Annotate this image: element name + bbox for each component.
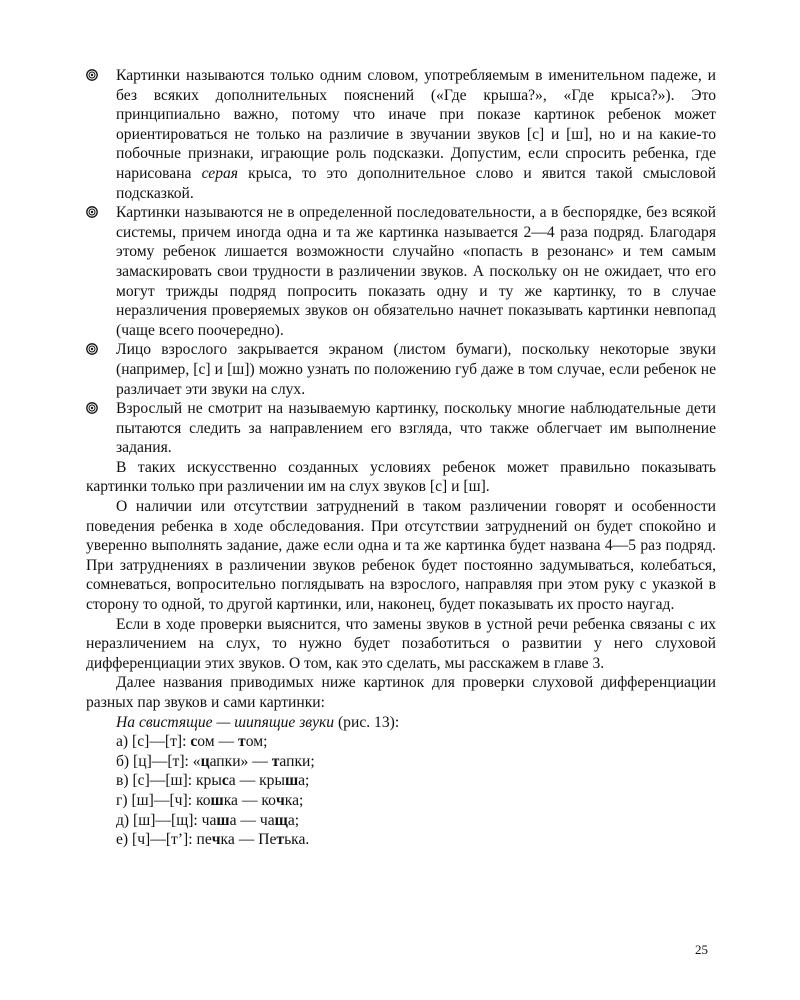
page-number: 25: [695, 942, 708, 957]
bullet-item-4: [86, 399, 716, 458]
pair-label: е) [ч]—[т’]:: [116, 831, 197, 849]
word-part: пе: [196, 831, 212, 849]
bullet-text: Взрослый не смотрит на называемую картинку, поскольку многие наблюдательные дети пытаются следить за направлением его взгляда, что также облегчает им выполнение задания.: [116, 400, 716, 457]
word-dash: —: [248, 752, 272, 770]
word-part: ко: [195, 791, 211, 809]
word-part: ка: [220, 831, 235, 849]
word-part: а: [229, 811, 237, 829]
pair-label: в) [с]—[ш]:: [116, 772, 196, 790]
pair-label: г) [ш]—[ч]:: [116, 791, 196, 809]
section-heading-italic: На свистящие — шипящие звуки: [116, 713, 335, 731]
word-dash: —: [236, 811, 260, 829]
bullet-icon: [86, 69, 98, 81]
paragraph: О наличии или отсутствии затруднений в таком различении говорят и особенности поведения ребенка в ходе обследования. При отсутствии затруднений он будет спокойно и уверенно выполнять задание, даже если одна и та же картинка будет названа 4—5 раз подряд. При затруднениях в различении звуков ребенок будет постоянно задумываться, колебаться, сомневаться, вопросительно поглядывать на взрослого, направляя при этом руку с указкой в сторону то одной, то другой картинки, или, наконец, будет показывать их просто наугад.: [86, 498, 716, 614]
emphasis-word: серая: [201, 164, 239, 182]
pair-label: а) [с]—[т]:: [116, 733, 191, 751]
word-part: а: [228, 772, 236, 790]
word-sound: ш: [216, 811, 230, 829]
word-sound: ш: [210, 791, 224, 809]
bullet-icon: [86, 343, 98, 355]
pair-label: б) [ц]—[т]:: [116, 752, 193, 770]
bullet-item-3: [86, 340, 716, 399]
word-part: а;: [298, 772, 310, 790]
word-sound: ч: [275, 791, 285, 809]
section-heading: [86, 713, 716, 733]
bullet-icon: [86, 402, 98, 414]
word-sound: т: [276, 831, 285, 849]
word-sound: щ: [274, 811, 288, 829]
list-item: [116, 752, 716, 772]
word-part: апки»: [209, 752, 249, 770]
word-part: ька.: [284, 831, 310, 849]
bullet-item-1: [86, 66, 716, 203]
word-part: ко: [261, 791, 276, 809]
word-dash: —: [234, 831, 259, 849]
list-item: [116, 830, 716, 850]
word-part: кры: [195, 772, 222, 790]
word-sound: с: [221, 772, 229, 790]
bullet-item-2: [86, 203, 716, 340]
word-part: ча: [259, 811, 275, 829]
word-pair-list: [86, 732, 716, 850]
bullet-icon: [86, 206, 98, 218]
bullet-text: Картинки называются не в определенной последовательности, а в беспорядке, без всякой системы, причем иногда одна и та же картинка называется 2—4 раза подряд. Благодаря этому ребенок лишается возможности случайно «попасть в резонанс» и тем самым замаскировать свои трудности в различении звуков. А поскольку он не ожидает, что его могут трижды подряд попросить показать одну и ту же картинку, то в случае неразличения проверяемых звуков он обязательно начнет показывать картинки невпопад (чаще всего поочередно).: [116, 204, 716, 339]
word-part: кры: [259, 772, 285, 790]
bullet-text: Картинки называются только одним словом, употребляемым в именительном падеже, и без всяких дополнительных пояснений («Где крыша?», «Где крыса?»). Это принципиально важно, потому что иначе при показе картинок ребенок может ориентироваться не только на различие в звучании звуков [с] и [ш], но и на какие-то побочные признаки, играющие роль подсказки. Допустим, если спросить ребенка, где нарисована: [116, 67, 716, 182]
word-sound: с: [190, 733, 198, 751]
word-sound: ч: [211, 831, 221, 849]
word-sound: ш: [284, 772, 299, 790]
word-dash: —: [235, 772, 260, 790]
paragraph: В таких искусственно созданных условиях ребенок может правильно показывать картинки только при различении им на слух звуков [с] и [ш].: [86, 458, 716, 496]
section-heading-ref: (рис. 13):: [334, 713, 400, 731]
word-part: ом;: [245, 733, 268, 751]
list-item: [116, 732, 716, 752]
pair-label: д) [ш]—[щ]:: [116, 811, 202, 829]
word-part: «: [192, 752, 201, 770]
bullet-text: крыса, то это дополнительное слово и явится такой смысловой подсказкой.: [116, 164, 716, 202]
word-dash: —: [214, 733, 239, 751]
word-sound: т: [271, 752, 280, 770]
word-part: ка: [223, 791, 238, 809]
word-part: ка;: [284, 791, 304, 809]
word-sound: ц: [200, 752, 210, 770]
word-dash: —: [237, 791, 262, 809]
word-sound: т: [238, 733, 246, 751]
list-item: [116, 811, 716, 831]
word-part: апки;: [279, 752, 315, 770]
bullet-text: Лицо взрослого закрывается экраном (листом бумаги), поскольку некоторые звуки (например, [с] и [ш]) можно узнать по положению губ даже в том случае, если ребенок не различает эти звуки на слух.: [116, 341, 716, 398]
paragraph: Если в ходе проверки выяснится, что замены звуков в устной речи ребенка связаны с их неразличением на слух, то нужно будет позаботиться о развитии у него слуховой дифференциации этих звуков. О том, как это сделать, мы расскажем в главе 3.: [86, 615, 716, 672]
word-part: ом: [197, 733, 215, 751]
word-part: а;: [287, 811, 300, 829]
word-part: ча: [201, 811, 217, 829]
page-body: [86, 66, 716, 850]
paragraph: Далее названия приводимых ниже картинок для проверки слуховой дифференциации разных пар звуков и сами картинки:: [86, 674, 716, 711]
list-item: [116, 791, 716, 811]
word-part: Пе: [258, 831, 277, 849]
list-item: [116, 771, 716, 791]
